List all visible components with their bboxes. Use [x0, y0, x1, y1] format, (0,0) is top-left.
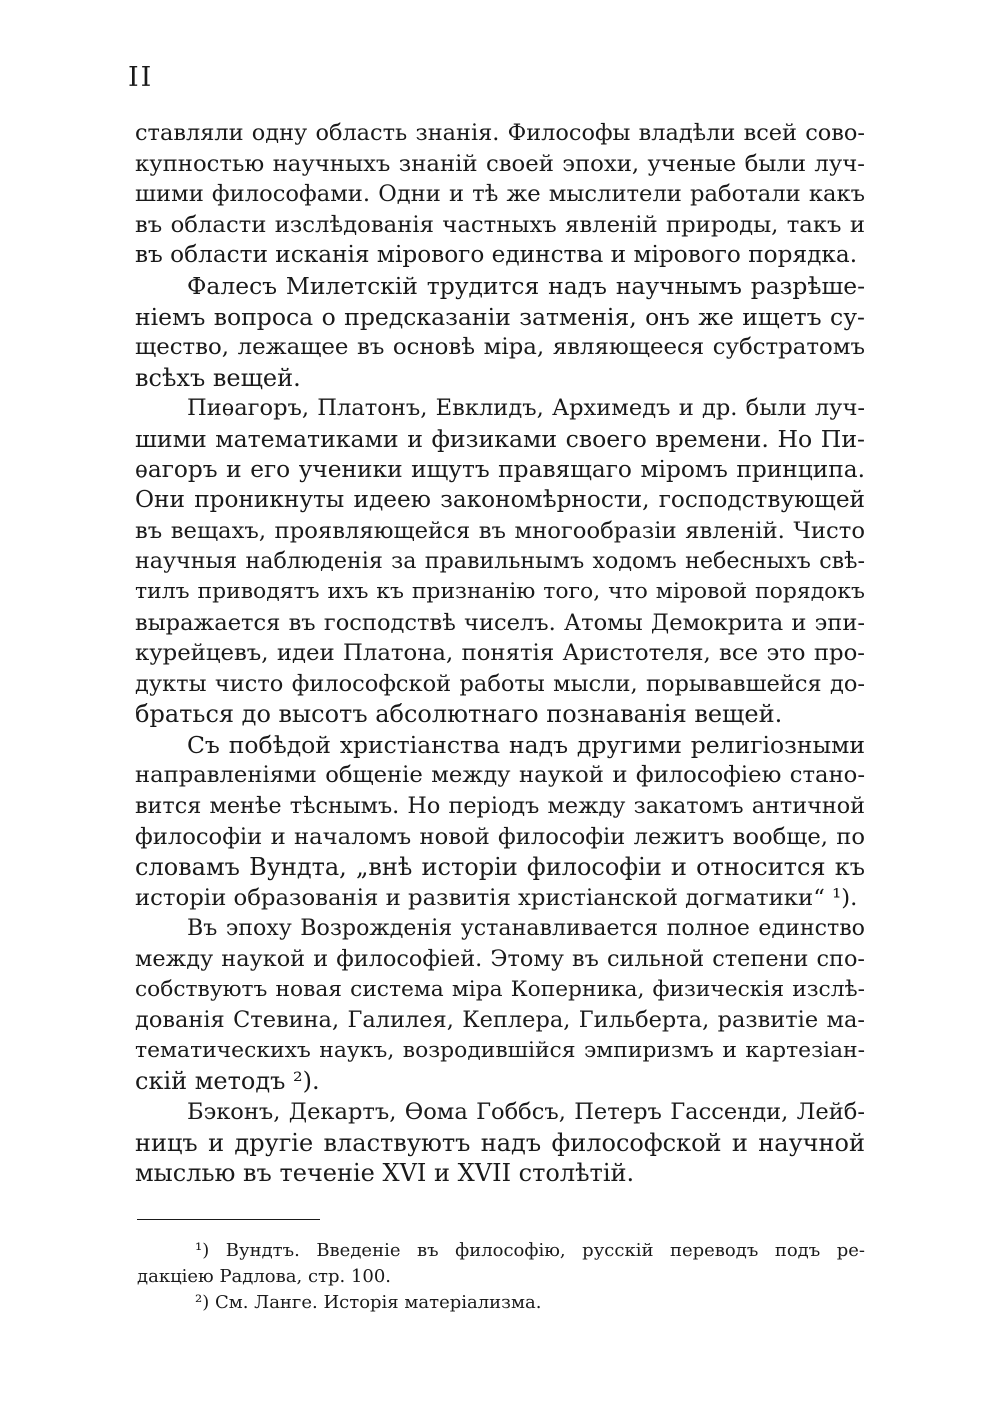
- text-line: Они проникнуты идеею закономѣрности, господствующей: [135, 486, 865, 514]
- text-line: Въ эпоху Возрожденія устанавливается полное единство: [187, 915, 865, 942]
- body-text: [135, 118, 865, 1189]
- text-line: ніемъ вопроса о предсказаніи затменія, онъ же ищетъ су-: [135, 302, 865, 331]
- text-line: шими математиками и физиками своего времени. Но Пи-: [135, 424, 865, 453]
- text-line: научныя наблюденія за правильнымъ ходомъ небесныхъ свѣ-: [135, 548, 865, 575]
- footnote-line: ¹) Вундтъ. Введеніе въ философію, русскій переводъ подъ ре-: [195, 1240, 865, 1261]
- text-line: вится менѣе тѣснымъ. Но періодъ между закатомъ античной: [135, 793, 865, 820]
- text-line: въ области исканія мірового единства и мірового порядка.: [135, 241, 858, 269]
- text-line: ставляли одну область знанія. Философы владѣли всей сово-: [135, 120, 865, 146]
- text-line: словамъ Вундта, „внѣ исторіи философіи и относится къ: [135, 853, 865, 882]
- text-line: направленіями общеніе между наукой и философіею стано-: [135, 762, 865, 789]
- text-line: тилъ приводятъ ихъ къ признанію того, что міровой порядокъ: [135, 578, 865, 604]
- footnote-line: дакціею Радлова, стр. 100.: [137, 1266, 392, 1287]
- text-line: ницъ и другіе властвуютъ надъ философской и научной: [135, 1128, 865, 1157]
- footnotes: [137, 1238, 865, 1316]
- text-line: мыслью въ теченіе XVI и XVII столѣтій.: [135, 1159, 635, 1188]
- text-line: щество, лежащее въ основѣ міра, являющееся субстратомъ: [135, 334, 865, 361]
- text-line: всѣхъ вещей.: [135, 363, 301, 392]
- text-line: выражается въ господствѣ чиселъ. Атомы Демокрита и эпи-: [135, 609, 865, 636]
- text-line: дукты чисто философской работы мысли, порывавшейся до-: [135, 670, 865, 697]
- text-line: дованія Стевина, Галилея, Кеплера, Гильберта, развитіе ма-: [135, 1007, 865, 1034]
- text-line: ѳагоръ и его ученики ищутъ правящаго міромъ принципа.: [135, 455, 865, 483]
- text-line: скій методъ ²).: [135, 1067, 320, 1096]
- text-line: тематическихъ наукъ, возродившійся эмпиризмъ и картезіан-: [135, 1037, 865, 1063]
- page-number: II: [128, 62, 154, 93]
- text-line: браться до высотъ абсолютнаго познаванія вещей.: [135, 700, 783, 729]
- text-line: Фалесъ Милетскій трудится надъ научнымъ разрѣше-: [187, 271, 865, 300]
- text-line: Бэконъ, Декартъ, Ѳома Гоббсъ, Петеръ Гассенди, Лейб-: [187, 1099, 865, 1125]
- text-line: Пиѳагоръ, Платонъ, Евклидъ, Архимедъ и др. были луч-: [187, 395, 865, 422]
- footnote-line: ²) См. Ланге. Исторія матеріализма.: [195, 1292, 542, 1313]
- text-line: собствуютъ новая система міра Коперника, физическія изслѣ-: [135, 976, 865, 1002]
- text-line: исторіи образованія и развитія христіанской догматики“ ¹).: [135, 884, 858, 911]
- text-line: въ вещахъ, проявляющейся въ многообразіи явленій. Чисто: [135, 517, 865, 544]
- text-line: въ области изслѣдованія частныхъ явленій природы, такъ и: [135, 211, 865, 238]
- text-line: философіи и началомъ новой философіи лежитъ вообще, по: [135, 823, 865, 850]
- text-line: между наукой и философіей. Этому въ сильной степени спо-: [135, 946, 865, 973]
- text-line: курейцевъ, идеи Платона, понятія Аристотеля, все это про-: [135, 640, 865, 667]
- footnote-divider: [137, 1219, 320, 1220]
- text-line: шими философами. Одни и тѣ же мыслители работали какъ: [135, 181, 865, 208]
- text-line: Съ побѣдой христіанства надъ другими религіозными: [187, 730, 865, 759]
- text-line: купностью научныхъ знаній своей эпохи, ученые были луч-: [135, 150, 865, 177]
